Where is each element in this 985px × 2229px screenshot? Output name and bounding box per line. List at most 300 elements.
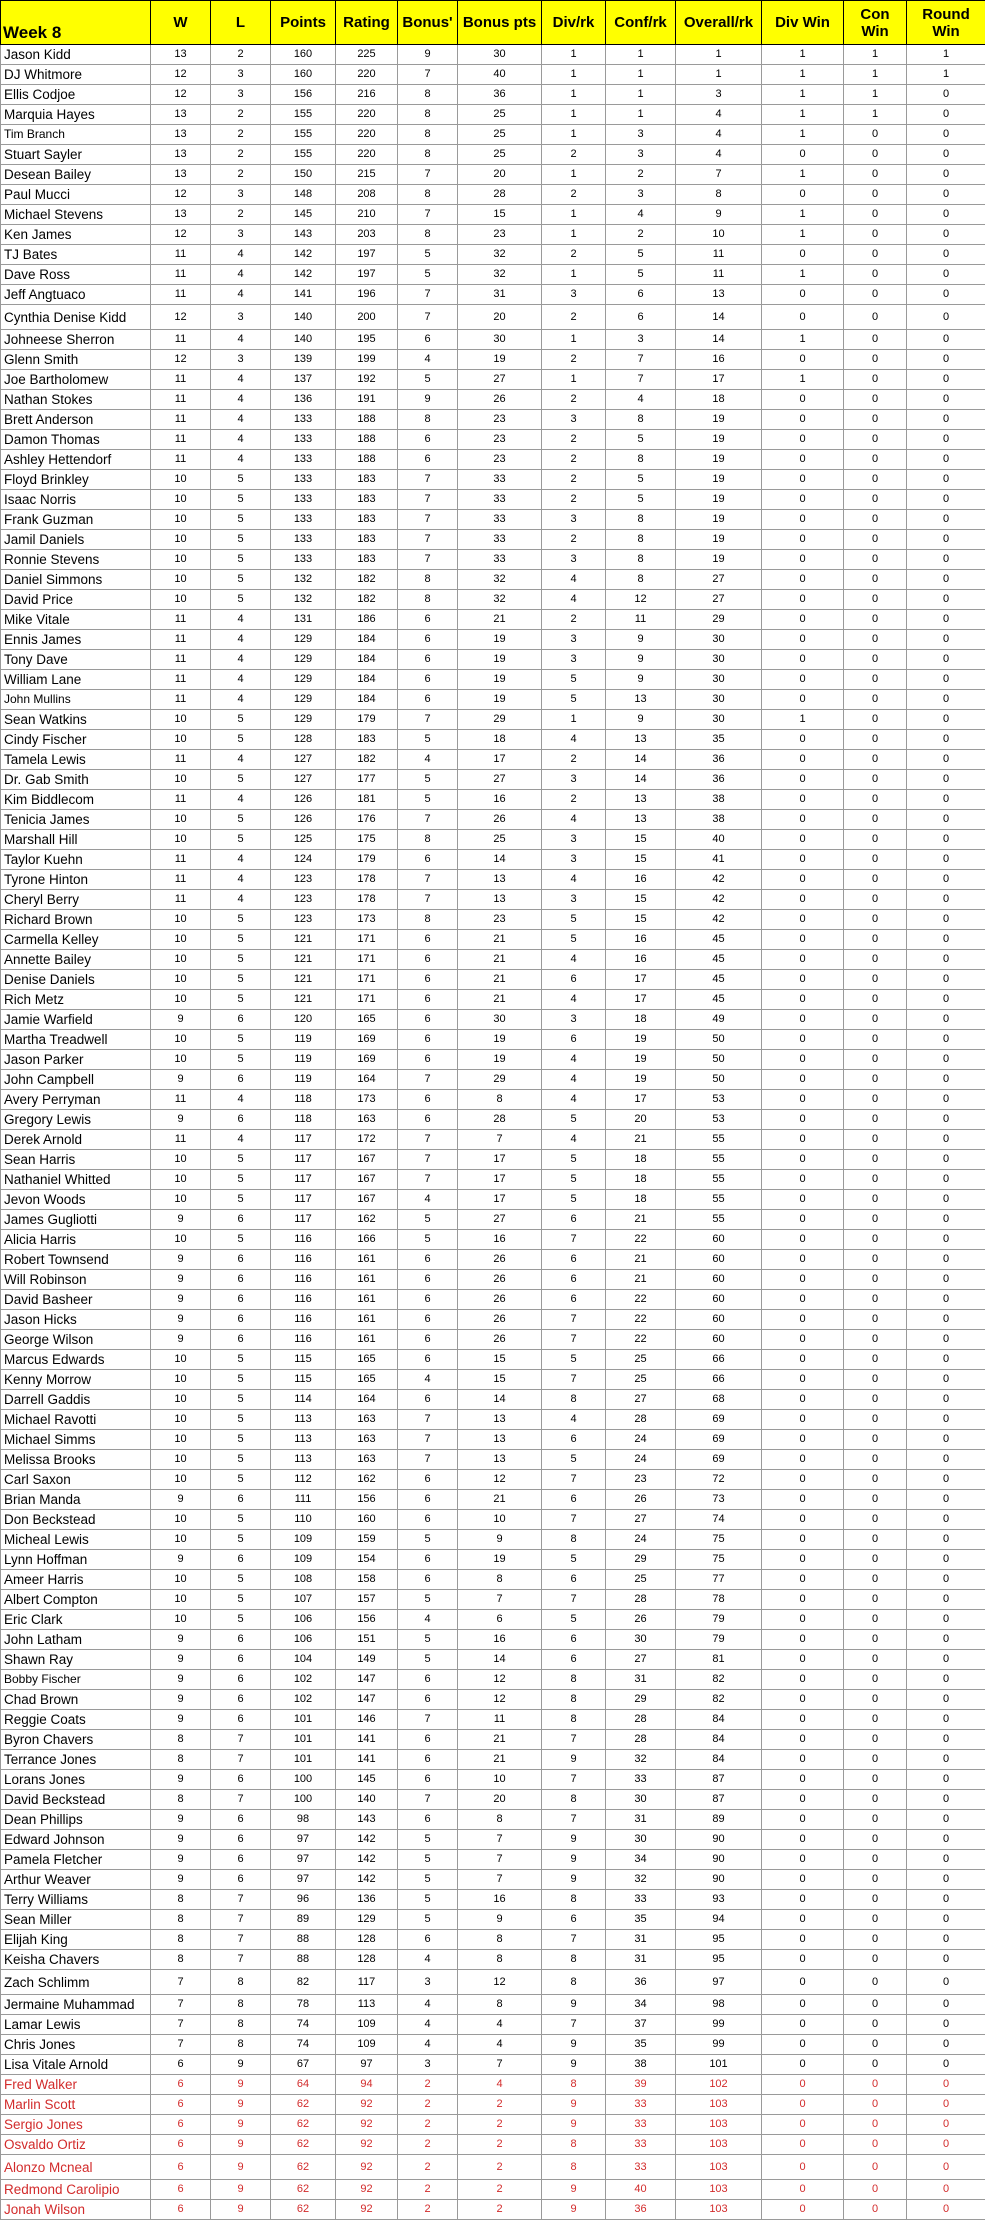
round-win-cell: 0 bbox=[907, 1630, 985, 1650]
div-rank-cell: 3 bbox=[542, 630, 606, 650]
losses-cell: 9 bbox=[211, 2075, 271, 2095]
table-row bbox=[1, 830, 985, 850]
bonus-count-cell: 8 bbox=[398, 185, 458, 205]
losses-cell: 5 bbox=[211, 1370, 271, 1390]
div-win-cell: 0 bbox=[762, 2115, 844, 2135]
div-rank-cell: 5 bbox=[542, 1610, 606, 1630]
rating-cell: 156 bbox=[336, 1610, 398, 1630]
points-cell: 137 bbox=[271, 370, 336, 390]
player-name-cell: Isaac Norris bbox=[1, 490, 151, 510]
round-win-cell: 0 bbox=[907, 165, 985, 185]
div-rank-cell: 1 bbox=[542, 330, 606, 350]
round-win-cell: 0 bbox=[907, 1070, 985, 1090]
rating-cell: 92 bbox=[336, 2155, 398, 2180]
table-row bbox=[1, 2095, 985, 2115]
wins-cell: 8 bbox=[151, 1930, 211, 1950]
div-rank-cell: 5 bbox=[542, 930, 606, 950]
round-win-cell: 0 bbox=[907, 1930, 985, 1950]
div-win-cell: 0 bbox=[762, 410, 844, 430]
losses-cell: 7 bbox=[211, 1910, 271, 1930]
div-win-cell: 1 bbox=[762, 65, 844, 85]
losses-cell: 6 bbox=[211, 1690, 271, 1710]
bonus-count-cell: 6 bbox=[398, 1330, 458, 1350]
bonus-count-cell: 2 bbox=[398, 2180, 458, 2200]
round-win-cell: 0 bbox=[907, 890, 985, 910]
player-name-cell: Brian Manda bbox=[1, 1490, 151, 1510]
losses-cell: 6 bbox=[211, 1670, 271, 1690]
table-row bbox=[1, 225, 985, 245]
rating-cell: 92 bbox=[336, 2200, 398, 2220]
div-rank-cell: 9 bbox=[542, 1750, 606, 1770]
div-rank-cell: 8 bbox=[542, 1710, 606, 1730]
week-label-header: Week 8 bbox=[1, 1, 151, 45]
bonus-pts-cell: 16 bbox=[458, 1230, 542, 1250]
round-win-cell: 1 bbox=[907, 65, 985, 85]
bonus-count-cell: 6 bbox=[398, 1770, 458, 1790]
wins-cell: 10 bbox=[151, 1530, 211, 1550]
overall-rank-cell: 102 bbox=[676, 2075, 762, 2095]
losses-cell: 4 bbox=[211, 650, 271, 670]
rating-cell: 165 bbox=[336, 1010, 398, 1030]
con-win-cell: 0 bbox=[844, 1270, 907, 1290]
conf-rank-cell: 22 bbox=[606, 1290, 676, 1310]
div-rank-cell: 5 bbox=[542, 1450, 606, 1470]
losses-cell: 3 bbox=[211, 350, 271, 370]
player-name-cell: Byron Chavers bbox=[1, 1730, 151, 1750]
wins-cell: 13 bbox=[151, 125, 211, 145]
wins-cell: 7 bbox=[151, 2035, 211, 2055]
rating-cell: 158 bbox=[336, 1570, 398, 1590]
points-cell: 62 bbox=[271, 2180, 336, 2200]
overall-rank-cell: 79 bbox=[676, 1610, 762, 1630]
player-name-cell: Jamil Daniels bbox=[1, 530, 151, 550]
bonus-count-cell: 6 bbox=[398, 450, 458, 470]
table-row bbox=[1, 145, 985, 165]
losses-cell: 5 bbox=[211, 1470, 271, 1490]
round-win-cell: 0 bbox=[907, 305, 985, 330]
player-name-cell: Robert Townsend bbox=[1, 1250, 151, 1270]
round-win-cell: 0 bbox=[907, 1370, 985, 1390]
div-rank-cell: 2 bbox=[542, 430, 606, 450]
wins-cell: 12 bbox=[151, 350, 211, 370]
wins-cell: 9 bbox=[151, 1210, 211, 1230]
player-name-cell: Tamela Lewis bbox=[1, 750, 151, 770]
round-win-cell: 0 bbox=[907, 1770, 985, 1790]
overall-rank-cell: 30 bbox=[676, 670, 762, 690]
bonus-pts-cell: 8 bbox=[458, 1930, 542, 1950]
player-name-cell: David Beckstead bbox=[1, 1790, 151, 1810]
wins-cell: 11 bbox=[151, 265, 211, 285]
div-rank-cell: 7 bbox=[542, 1810, 606, 1830]
player-name-cell: Damon Thomas bbox=[1, 430, 151, 450]
rating-cell: 179 bbox=[336, 850, 398, 870]
player-name-cell: Carmella Kelley bbox=[1, 930, 151, 950]
table-row bbox=[1, 370, 985, 390]
losses-cell: 4 bbox=[211, 430, 271, 450]
overall-rank-cell: 40 bbox=[676, 830, 762, 850]
conf-rank-cell: 18 bbox=[606, 1170, 676, 1190]
wins-cell: 8 bbox=[151, 1730, 211, 1750]
losses-cell: 9 bbox=[211, 2180, 271, 2200]
losses-cell: 5 bbox=[211, 510, 271, 530]
losses-cell: 7 bbox=[211, 1930, 271, 1950]
div-win-cell: 0 bbox=[762, 1550, 844, 1570]
losses-cell: 2 bbox=[211, 205, 271, 225]
bonus-count-cell: 8 bbox=[398, 125, 458, 145]
overall-rank-cell: 99 bbox=[676, 2015, 762, 2035]
wins-cell: 11 bbox=[151, 890, 211, 910]
div-win-cell: 1 bbox=[762, 710, 844, 730]
con-win-cell: 0 bbox=[844, 2015, 907, 2035]
player-name-cell: Pamela Fletcher bbox=[1, 1850, 151, 1870]
player-name-cell: Jermaine Muhammad bbox=[1, 1995, 151, 2015]
bonus-pts-cell: 26 bbox=[458, 1310, 542, 1330]
losses-cell: 5 bbox=[211, 950, 271, 970]
bonus-count-cell: 5 bbox=[398, 370, 458, 390]
div-rank-cell: 1 bbox=[542, 165, 606, 185]
conf-rank-cell: 30 bbox=[606, 1790, 676, 1810]
conf-rank-cell: 13 bbox=[606, 690, 676, 710]
wins-cell: 8 bbox=[151, 1750, 211, 1770]
con-win-cell: 0 bbox=[844, 225, 907, 245]
conf-rank-cell: 23 bbox=[606, 1470, 676, 1490]
overall-rank-cell: 3 bbox=[676, 85, 762, 105]
rating-cell: 220 bbox=[336, 105, 398, 125]
conf-rank-cell: 19 bbox=[606, 1050, 676, 1070]
div-rank-cell: 8 bbox=[542, 2075, 606, 2095]
bonus-count-header: Bonus' bbox=[398, 1, 458, 45]
div-rank-cell: 7 bbox=[542, 2015, 606, 2035]
bonus-count-cell: 5 bbox=[398, 1590, 458, 1610]
div-win-cell: 1 bbox=[762, 370, 844, 390]
rating-cell: 149 bbox=[336, 1650, 398, 1670]
points-cell: 88 bbox=[271, 1930, 336, 1950]
points-cell: 133 bbox=[271, 550, 336, 570]
round-win-cell: 0 bbox=[907, 950, 985, 970]
wins-cell: 9 bbox=[151, 1290, 211, 1310]
losses-cell: 5 bbox=[211, 830, 271, 850]
overall-rank-cell: 60 bbox=[676, 1230, 762, 1250]
conf-rank-cell: 39 bbox=[606, 2075, 676, 2095]
con-win-cell: 0 bbox=[844, 1410, 907, 1430]
conf-rank-cell: 18 bbox=[606, 1010, 676, 1030]
losses-cell: 5 bbox=[211, 1590, 271, 1610]
bonus-count-cell: 7 bbox=[398, 285, 458, 305]
div-win-cell: 0 bbox=[762, 690, 844, 710]
player-name-cell: Sergio Jones bbox=[1, 2115, 151, 2135]
bonus-count-cell: 6 bbox=[398, 1550, 458, 1570]
bonus-pts-cell: 21 bbox=[458, 1490, 542, 1510]
div-rank-cell: 3 bbox=[542, 890, 606, 910]
conf-rank-cell: 33 bbox=[606, 2155, 676, 2180]
round-win-header: Round Win bbox=[907, 1, 985, 45]
overall-rank-cell: 41 bbox=[676, 850, 762, 870]
div-win-cell: 0 bbox=[762, 890, 844, 910]
conf-rank-cell: 33 bbox=[606, 2095, 676, 2115]
conf-rank-cell: 21 bbox=[606, 1210, 676, 1230]
div-win-cell: 0 bbox=[762, 1270, 844, 1290]
conf-rank-cell: 34 bbox=[606, 1995, 676, 2015]
rating-cell: 92 bbox=[336, 2135, 398, 2155]
points-cell: 112 bbox=[271, 1470, 336, 1490]
points-cell: 129 bbox=[271, 630, 336, 650]
div-rank-cell: 6 bbox=[542, 1490, 606, 1510]
points-cell: 148 bbox=[271, 185, 336, 205]
div-win-cell: 0 bbox=[762, 970, 844, 990]
bonus-pts-cell: 7 bbox=[458, 1850, 542, 1870]
bonus-pts-cell: 4 bbox=[458, 2035, 542, 2055]
div-win-cell: 0 bbox=[762, 1450, 844, 1470]
wins-cell: 6 bbox=[151, 2115, 211, 2135]
con-win-cell: 0 bbox=[844, 690, 907, 710]
overall-rank-cell: 77 bbox=[676, 1570, 762, 1590]
conf-rank-cell: 34 bbox=[606, 1850, 676, 1870]
round-win-cell: 0 bbox=[907, 1810, 985, 1830]
wins-cell: 6 bbox=[151, 2075, 211, 2095]
con-win-cell: 0 bbox=[844, 125, 907, 145]
bonus-pts-cell: 19 bbox=[458, 1030, 542, 1050]
conf-rank-cell: 15 bbox=[606, 910, 676, 930]
overall-rank-cell: 60 bbox=[676, 1250, 762, 1270]
overall-rank-cell: 82 bbox=[676, 1670, 762, 1690]
div-win-cell: 0 bbox=[762, 850, 844, 870]
conf-rank-cell: 18 bbox=[606, 1190, 676, 1210]
overall-rank-cell: 19 bbox=[676, 410, 762, 430]
losses-cell: 4 bbox=[211, 670, 271, 690]
wins-cell: 9 bbox=[151, 1850, 211, 1870]
con-win-cell: 0 bbox=[844, 1470, 907, 1490]
points-cell: 160 bbox=[271, 45, 336, 65]
div-win-cell: 0 bbox=[762, 1410, 844, 1430]
player-name-cell: Nathaniel Whitted bbox=[1, 1170, 151, 1190]
bonus-pts-cell: 21 bbox=[458, 1750, 542, 1770]
overall-rank-cell: 79 bbox=[676, 1630, 762, 1650]
div-rank-cell: 2 bbox=[542, 750, 606, 770]
conf-rank-cell: 26 bbox=[606, 1610, 676, 1630]
round-win-cell: 0 bbox=[907, 1490, 985, 1510]
round-win-cell: 0 bbox=[907, 1150, 985, 1170]
round-win-cell: 0 bbox=[907, 2095, 985, 2115]
div-rank-cell: 4 bbox=[542, 1090, 606, 1110]
bonus-pts-cell: 17 bbox=[458, 1170, 542, 1190]
player-name-cell: Desean Bailey bbox=[1, 165, 151, 185]
bonus-pts-cell: 8 bbox=[458, 1950, 542, 1970]
round-win-cell: 0 bbox=[907, 1890, 985, 1910]
bonus-count-cell: 6 bbox=[398, 430, 458, 450]
wins-cell: 6 bbox=[151, 2200, 211, 2220]
round-win-cell: 0 bbox=[907, 225, 985, 245]
div-win-cell: 0 bbox=[762, 145, 844, 165]
bonus-count-cell: 6 bbox=[398, 950, 458, 970]
wins-cell: 8 bbox=[151, 1790, 211, 1810]
points-cell: 123 bbox=[271, 870, 336, 890]
round-win-cell: 0 bbox=[907, 850, 985, 870]
bonus-pts-cell: 32 bbox=[458, 590, 542, 610]
bonus-count-cell: 6 bbox=[398, 690, 458, 710]
points-cell: 119 bbox=[271, 1030, 336, 1050]
wins-cell: 9 bbox=[151, 1270, 211, 1290]
wins-cell: 9 bbox=[151, 1550, 211, 1570]
table-row bbox=[1, 1510, 985, 1530]
con-win-cell: 0 bbox=[844, 990, 907, 1010]
bonus-count-cell: 3 bbox=[398, 1970, 458, 1995]
wins-cell: 6 bbox=[151, 2135, 211, 2155]
wins-cell: 10 bbox=[151, 1410, 211, 1430]
losses-cell: 4 bbox=[211, 245, 271, 265]
bonus-count-cell: 6 bbox=[398, 1350, 458, 1370]
overall-rank-cell: 45 bbox=[676, 930, 762, 950]
losses-cell: 5 bbox=[211, 1350, 271, 1370]
overall-rank-cell: 38 bbox=[676, 790, 762, 810]
table-row bbox=[1, 1830, 985, 1850]
con-win-cell: 0 bbox=[844, 1110, 907, 1130]
conf-rank-cell: 9 bbox=[606, 650, 676, 670]
div-win-cell: 1 bbox=[762, 125, 844, 145]
div-rank-cell: 9 bbox=[542, 2180, 606, 2200]
wins-cell: 9 bbox=[151, 1670, 211, 1690]
conf-rank-cell: 15 bbox=[606, 850, 676, 870]
bonus-pts-cell: 26 bbox=[458, 1290, 542, 1310]
wins-cell: 10 bbox=[151, 590, 211, 610]
rating-cell: 210 bbox=[336, 205, 398, 225]
conf-rank-cell: 1 bbox=[606, 65, 676, 85]
div-win-cell: 1 bbox=[762, 85, 844, 105]
table-row bbox=[1, 1590, 985, 1610]
table-row bbox=[1, 1970, 985, 1995]
bonus-pts-cell: 26 bbox=[458, 1270, 542, 1290]
bonus-pts-cell: 16 bbox=[458, 1890, 542, 1910]
player-name-cell: Ameer Harris bbox=[1, 1570, 151, 1590]
conf-rank-cell: 33 bbox=[606, 1770, 676, 1790]
rating-cell: 94 bbox=[336, 2075, 398, 2095]
overall-rank-cell: 55 bbox=[676, 1130, 762, 1150]
bonus-count-cell: 4 bbox=[398, 1610, 458, 1630]
wins-cell: 10 bbox=[151, 570, 211, 590]
losses-cell: 6 bbox=[211, 1310, 271, 1330]
rating-cell: 182 bbox=[336, 750, 398, 770]
player-name-cell: Martha Treadwell bbox=[1, 1030, 151, 1050]
table-row bbox=[1, 590, 985, 610]
table-row bbox=[1, 85, 985, 105]
wins-cell: 10 bbox=[151, 950, 211, 970]
rating-cell: 113 bbox=[336, 1995, 398, 2015]
losses-cell: 4 bbox=[211, 450, 271, 470]
table-row bbox=[1, 1890, 985, 1910]
player-name-cell: Will Robinson bbox=[1, 1270, 151, 1290]
overall-rank-cell: 19 bbox=[676, 550, 762, 570]
points-cell: 117 bbox=[271, 1170, 336, 1190]
bonus-pts-cell: 14 bbox=[458, 1390, 542, 1410]
points-cell: 88 bbox=[271, 1950, 336, 1970]
bonus-count-cell: 6 bbox=[398, 850, 458, 870]
table-row bbox=[1, 430, 985, 450]
div-rank-cell: 6 bbox=[542, 1630, 606, 1650]
player-name-cell: Annette Bailey bbox=[1, 950, 151, 970]
overall-rank-cell: 55 bbox=[676, 1150, 762, 1170]
div-win-cell: 0 bbox=[762, 2155, 844, 2180]
div-rank-cell: 4 bbox=[542, 1070, 606, 1090]
bonus-pts-cell: 17 bbox=[458, 750, 542, 770]
con-win-cell: 0 bbox=[844, 1870, 907, 1890]
overall-rank-cell: 29 bbox=[676, 610, 762, 630]
player-name-cell: Michael Stevens bbox=[1, 205, 151, 225]
conf-rank-cell: 3 bbox=[606, 125, 676, 145]
wins-cell: 12 bbox=[151, 185, 211, 205]
rating-cell: 128 bbox=[336, 1930, 398, 1950]
div-rank-cell: 3 bbox=[542, 1010, 606, 1030]
bonus-pts-cell: 16 bbox=[458, 1630, 542, 1650]
div-win-cell: 0 bbox=[762, 390, 844, 410]
div-rank-cell: 2 bbox=[542, 470, 606, 490]
rating-cell: 169 bbox=[336, 1050, 398, 1070]
conf-rank-cell: 40 bbox=[606, 2180, 676, 2200]
player-name-cell: Cheryl Berry bbox=[1, 890, 151, 910]
div-rank-cell: 1 bbox=[542, 85, 606, 105]
player-name-cell: Sean Watkins bbox=[1, 710, 151, 730]
points-cell: 133 bbox=[271, 470, 336, 490]
conf-rank-cell: 1 bbox=[606, 85, 676, 105]
losses-cell: 4 bbox=[211, 1090, 271, 1110]
round-win-cell: 0 bbox=[907, 670, 985, 690]
round-win-cell: 0 bbox=[907, 1590, 985, 1610]
overall-rank-cell: 42 bbox=[676, 890, 762, 910]
points-cell: 109 bbox=[271, 1550, 336, 1570]
wins-cell: 9 bbox=[151, 1830, 211, 1850]
table-row bbox=[1, 1790, 985, 1810]
losses-cell: 5 bbox=[211, 1510, 271, 1530]
points-cell: 110 bbox=[271, 1510, 336, 1530]
points-cell: 115 bbox=[271, 1370, 336, 1390]
wins-cell: 11 bbox=[151, 870, 211, 890]
overall-rank-cell: 8 bbox=[676, 185, 762, 205]
overall-rank-cell: 11 bbox=[676, 245, 762, 265]
table-row bbox=[1, 1250, 985, 1270]
round-win-cell: 0 bbox=[907, 2200, 985, 2220]
losses-cell: 3 bbox=[211, 305, 271, 330]
wins-cell: 8 bbox=[151, 1890, 211, 1910]
points-cell: 121 bbox=[271, 950, 336, 970]
div-win-cell: 0 bbox=[762, 430, 844, 450]
losses-cell: 2 bbox=[211, 45, 271, 65]
rating-cell: 183 bbox=[336, 490, 398, 510]
bonus-count-cell: 7 bbox=[398, 1410, 458, 1430]
rating-header: Rating bbox=[336, 1, 398, 45]
rating-cell: 92 bbox=[336, 2180, 398, 2200]
table-row bbox=[1, 1190, 985, 1210]
points-cell: 150 bbox=[271, 165, 336, 185]
overall-rank-cell: 4 bbox=[676, 125, 762, 145]
div-win-cell: 0 bbox=[762, 1950, 844, 1970]
rating-cell: 173 bbox=[336, 1090, 398, 1110]
bonus-count-cell: 7 bbox=[398, 165, 458, 185]
conf-rank-cell: 35 bbox=[606, 1910, 676, 1930]
losses-cell: 7 bbox=[211, 1750, 271, 1770]
table-row bbox=[1, 205, 985, 225]
con-win-cell: 0 bbox=[844, 1510, 907, 1530]
overall-rank-cell: 42 bbox=[676, 910, 762, 930]
points-cell: 117 bbox=[271, 1150, 336, 1170]
div-win-cell: 0 bbox=[762, 1850, 844, 1870]
conf-rank-cell: 8 bbox=[606, 570, 676, 590]
overall-rank-cell: 30 bbox=[676, 710, 762, 730]
points-cell: 143 bbox=[271, 225, 336, 245]
losses-cell: 4 bbox=[211, 690, 271, 710]
conf-rank-cell: 6 bbox=[606, 305, 676, 330]
wins-cell: 11 bbox=[151, 630, 211, 650]
points-cell: 78 bbox=[271, 1995, 336, 2015]
round-win-cell: 0 bbox=[907, 830, 985, 850]
points-cell: 121 bbox=[271, 970, 336, 990]
